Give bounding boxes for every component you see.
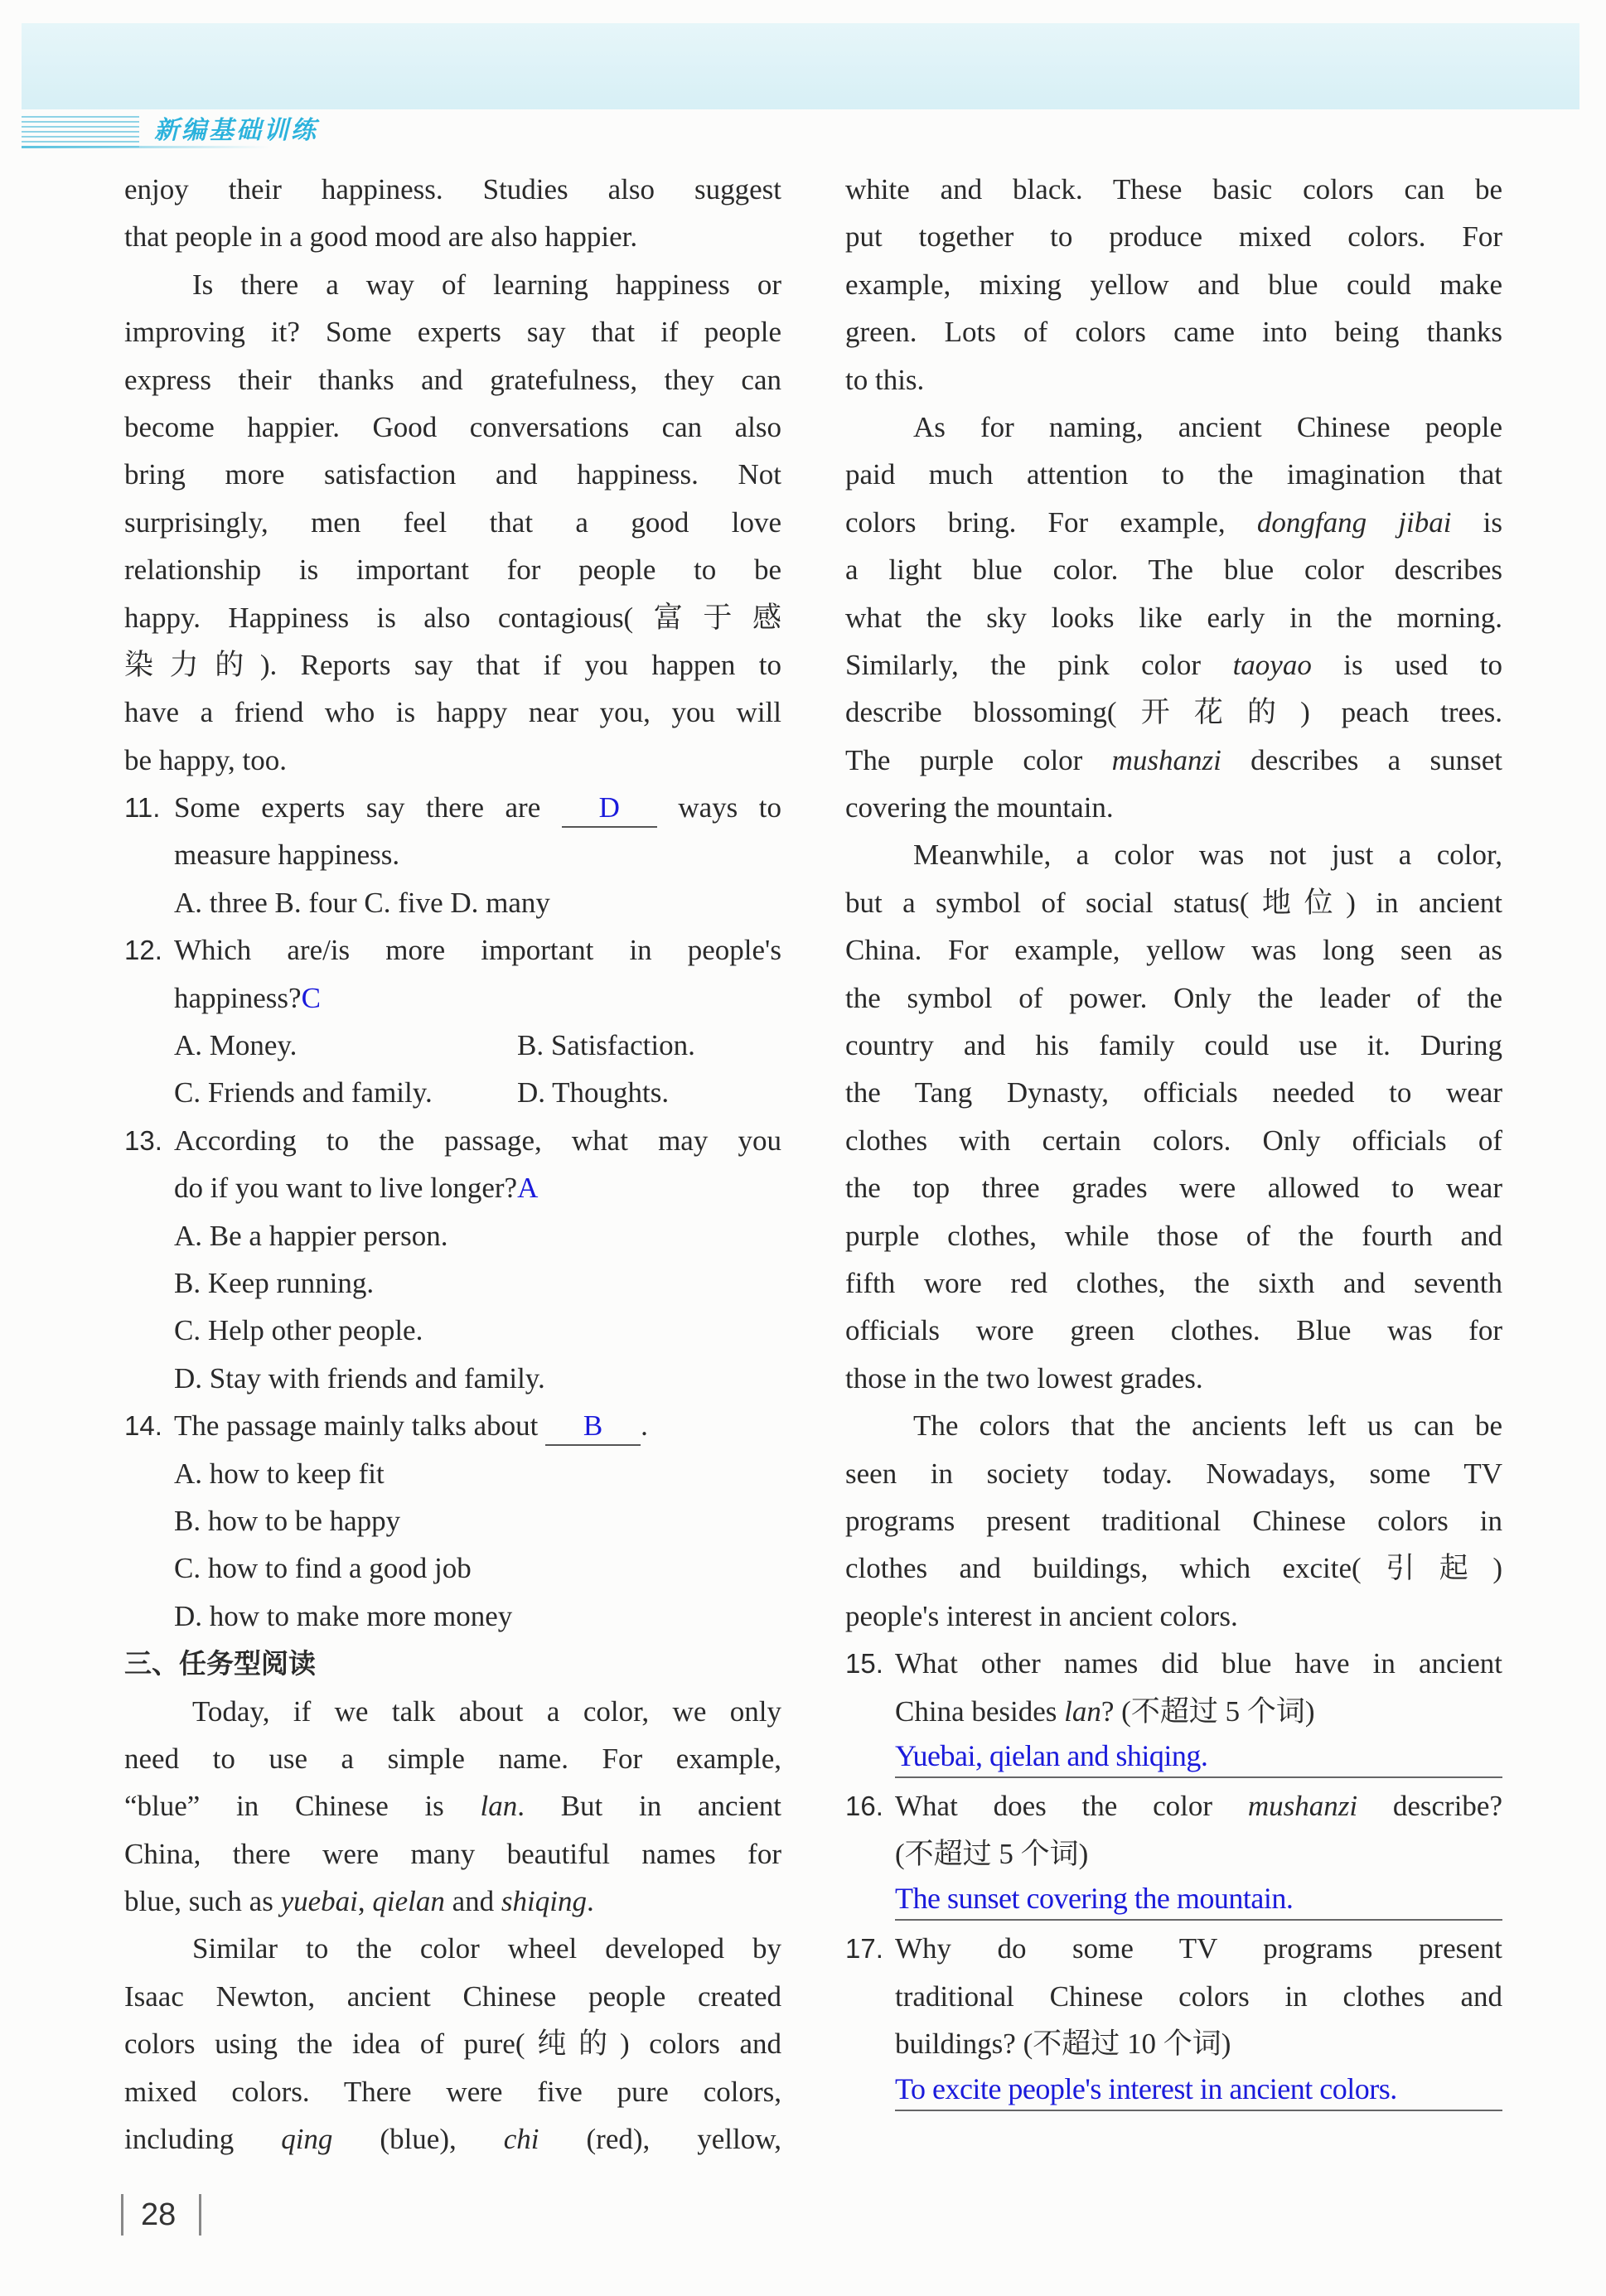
text-line bbox=[124, 499, 781, 546]
text: China besides bbox=[895, 1694, 1065, 1728]
text: (不超过 5 个词) bbox=[895, 1837, 1089, 1870]
text-line bbox=[124, 689, 781, 736]
text: covering the mountain. bbox=[845, 791, 1114, 824]
text-line bbox=[845, 1544, 1502, 1592]
text-line bbox=[124, 974, 781, 1022]
text: describes a sunset bbox=[1221, 743, 1502, 776]
text-line bbox=[124, 1164, 781, 1211]
text-line bbox=[845, 261, 1502, 308]
text: What does the color bbox=[895, 1790, 1248, 1823]
text: A. how to keep fit bbox=[174, 1457, 385, 1490]
option-line bbox=[124, 1212, 781, 1259]
text: D. Stay with friends and family. bbox=[174, 1361, 545, 1395]
text-line bbox=[124, 831, 781, 878]
text-line bbox=[845, 784, 1502, 831]
answer-text: To excite people's interest in ancient colors. bbox=[895, 2068, 1502, 2111]
text: that people in a good mood are also happier. bbox=[124, 220, 638, 254]
text: enjoy their happiness. Studies also suggest bbox=[124, 173, 781, 205]
text: 染力的). Reports say that if you happen to bbox=[124, 648, 781, 681]
italic-term: yuebai bbox=[280, 1885, 358, 1918]
left-column bbox=[124, 166, 781, 2163]
answer-choice: A bbox=[517, 1172, 539, 1205]
text: those in the two lowest grades. bbox=[845, 1361, 1203, 1395]
text: green. Lots of colors came into being thanks bbox=[845, 316, 1502, 349]
text-line bbox=[124, 213, 781, 260]
text: Why do some TV programs present bbox=[895, 1932, 1502, 1965]
text: China. For example, yellow was long seen as bbox=[845, 934, 1502, 967]
italic-term: qielan bbox=[372, 1885, 445, 1918]
question-number: 17. bbox=[845, 1933, 883, 1965]
text: . bbox=[586, 1885, 594, 1918]
text-line bbox=[845, 689, 1502, 736]
text: Meanwhile, a color was not just a color, bbox=[913, 839, 1502, 872]
option-line bbox=[124, 1069, 781, 1116]
header-stripes-decoration bbox=[22, 116, 139, 147]
text-line bbox=[845, 1069, 1502, 1116]
text: happy. Happiness is also contagious(富于感 bbox=[124, 601, 781, 634]
question-number: 11. bbox=[124, 792, 161, 824]
text-line bbox=[124, 1735, 781, 1782]
header-title: 新编基础训练 bbox=[154, 116, 318, 145]
answer-text: Yuebai, qielan and shiqing. bbox=[895, 1735, 1502, 1778]
answer-choice: C bbox=[301, 981, 321, 1014]
text: describe blossoming(开花的) peach trees. bbox=[845, 696, 1502, 729]
text-line bbox=[845, 166, 1502, 213]
text-line bbox=[124, 926, 781, 974]
italic-term: dongfang jibai bbox=[1256, 505, 1452, 539]
text-line bbox=[845, 594, 1502, 641]
text: C. how to find a good job bbox=[174, 1552, 472, 1585]
text: What other names did blue have in ancient bbox=[895, 1647, 1502, 1680]
text: C. Help other people. bbox=[174, 1314, 423, 1347]
text-line bbox=[124, 784, 781, 831]
text: The passage mainly talks about bbox=[174, 1409, 546, 1443]
text: the Tang Dynasty, officials needed to wear bbox=[845, 1076, 1502, 1109]
text-line bbox=[845, 926, 1502, 974]
italic-term: mushanzi bbox=[1247, 1790, 1358, 1823]
text: fifth wore red clothes, the sixth and seventh bbox=[845, 1266, 1502, 1299]
italic-term: lan bbox=[1064, 1694, 1101, 1728]
text-line bbox=[845, 1450, 1502, 1497]
text-line bbox=[845, 1640, 1502, 1687]
answer-blank: D bbox=[562, 790, 657, 828]
text-line bbox=[124, 308, 781, 355]
question-number: 12. bbox=[124, 935, 162, 966]
text: officials wore green clothes. Blue was for bbox=[845, 1314, 1502, 1347]
text-line bbox=[845, 1402, 1502, 1449]
text: China, there were many beautiful names for bbox=[124, 1837, 781, 1870]
text: the symbol of power. Only the leader of the bbox=[845, 981, 1502, 1014]
text-line bbox=[124, 546, 781, 593]
option-line bbox=[124, 1307, 781, 1354]
italic-term: mushanzi bbox=[1111, 743, 1221, 776]
italic-term: shiqing bbox=[501, 1885, 587, 1918]
text-line bbox=[845, 1355, 1502, 1402]
text: express their thanks and gratefulness, they can bbox=[124, 363, 781, 396]
text-line bbox=[845, 737, 1502, 784]
text-line bbox=[845, 1022, 1502, 1069]
italic-term: chi bbox=[503, 2123, 539, 2156]
text-line bbox=[124, 641, 781, 689]
text-line bbox=[124, 261, 781, 308]
text: including bbox=[124, 2123, 282, 2156]
text: blue, such as bbox=[124, 1885, 281, 1918]
text: colors using the idea of pure(纯的) colors and bbox=[124, 2028, 781, 2061]
text: As for naming, ancient Chinese people bbox=[913, 410, 1502, 443]
text: (blue), bbox=[332, 2123, 504, 2156]
text-line bbox=[124, 2068, 781, 2115]
text: . bbox=[641, 1409, 648, 1443]
text: 三、任务型阅读 bbox=[124, 1647, 316, 1680]
text-line bbox=[124, 404, 781, 451]
text: ways to bbox=[656, 791, 781, 824]
answer-line bbox=[845, 1735, 1502, 1782]
text-line bbox=[124, 166, 781, 213]
question-number: 16. bbox=[845, 1791, 883, 1822]
text: clothes with certain colors. Only officials of bbox=[845, 1124, 1502, 1157]
text: purple clothes, while those of the fourth and bbox=[845, 1219, 1502, 1252]
text: have a friend who is happy near you, you will bbox=[124, 696, 781, 729]
text-line bbox=[124, 1925, 781, 1972]
text: put together to produce mixed colors. For bbox=[845, 220, 1502, 254]
text: , bbox=[357, 1885, 373, 1918]
text: is used to bbox=[1311, 648, 1502, 681]
text-line bbox=[124, 2115, 781, 2163]
italic-term: lan bbox=[480, 1790, 518, 1823]
text: . But in ancient bbox=[517, 1790, 781, 1823]
text: The colors that the ancients left us can be bbox=[913, 1409, 1502, 1443]
option: D. Thoughts. bbox=[517, 1076, 670, 1109]
italic-term: taoyao bbox=[1232, 648, 1312, 681]
text-line bbox=[845, 1212, 1502, 1259]
option: B. Satisfaction. bbox=[517, 1029, 695, 1062]
header-band bbox=[22, 23, 1579, 109]
text-line bbox=[845, 404, 1502, 451]
text: According to the passage, what may you bbox=[174, 1124, 781, 1157]
option-line bbox=[124, 1497, 781, 1544]
text-line bbox=[845, 974, 1502, 1022]
header-underline bbox=[22, 146, 270, 148]
text-line bbox=[845, 213, 1502, 260]
question-number: 13. bbox=[124, 1124, 162, 1156]
text-line bbox=[845, 1259, 1502, 1307]
text: A. three B. four C. five D. many bbox=[174, 886, 550, 919]
answer-line bbox=[845, 1878, 1502, 1925]
text: “blue” in Chinese is bbox=[124, 1790, 481, 1823]
text-line bbox=[845, 1164, 1502, 1211]
text: (red), yellow, bbox=[539, 2123, 781, 2156]
option-line bbox=[124, 1593, 781, 1640]
text: to this. bbox=[845, 363, 925, 396]
text-line bbox=[124, 1973, 781, 2020]
text: country and his family could use it. During bbox=[845, 1029, 1502, 1062]
text-line bbox=[124, 1782, 781, 1830]
text-line bbox=[845, 1830, 1502, 1878]
page-number-bar-left bbox=[121, 2194, 123, 2236]
text-line bbox=[124, 1688, 781, 1735]
italic-term: qing bbox=[281, 2123, 333, 2156]
text-line bbox=[124, 1117, 781, 1164]
option-line bbox=[124, 1450, 781, 1497]
text: Isaac Newton, ancient Chinese people created bbox=[124, 1979, 781, 2013]
answer-line bbox=[845, 2068, 1502, 2115]
text-line bbox=[845, 1593, 1502, 1640]
text: describe? bbox=[1357, 1790, 1502, 1823]
text-line bbox=[845, 1497, 1502, 1544]
text: A. Money. bbox=[174, 1029, 297, 1062]
text: need to use a simple name. For example, bbox=[124, 1742, 781, 1775]
text: B. how to be happy bbox=[174, 1504, 401, 1537]
text-line bbox=[124, 594, 781, 641]
text: Similarly, the pink color bbox=[845, 648, 1233, 681]
text: clothes and buildings, which excite(引起) bbox=[845, 1552, 1502, 1585]
text: what the sky looks like early in the morning. bbox=[845, 601, 1502, 634]
section-heading bbox=[124, 1640, 781, 1687]
text: ? (不超过 5 个词) bbox=[1100, 1694, 1315, 1728]
text-line bbox=[124, 356, 781, 404]
text-line bbox=[124, 737, 781, 784]
text: measure happiness. bbox=[174, 839, 400, 872]
text: Similar to the color wheel developed by bbox=[192, 1932, 781, 1965]
text: happiness? bbox=[174, 981, 302, 1014]
text: example, mixing yellow and blue could make bbox=[845, 268, 1502, 301]
text-line bbox=[845, 356, 1502, 404]
text-line bbox=[845, 831, 1502, 878]
text: bring more satisfaction and happiness. Not bbox=[124, 458, 781, 491]
text: paid much attention to the imagination that bbox=[845, 458, 1502, 491]
option-line bbox=[124, 1022, 781, 1069]
text-line bbox=[845, 308, 1502, 355]
page-number: 28 bbox=[141, 2197, 177, 2232]
text-line bbox=[845, 879, 1502, 926]
text: surprisingly, men feel that a good love bbox=[124, 505, 781, 539]
option-line bbox=[124, 1544, 781, 1592]
text: traditional Chinese colors in clothes and bbox=[895, 1979, 1502, 2013]
text: people's interest in ancient colors. bbox=[845, 1599, 1238, 1632]
text-line bbox=[845, 2020, 1502, 2067]
text: B. Keep running. bbox=[174, 1266, 375, 1299]
text-line bbox=[845, 1782, 1502, 1830]
text: seen in society today. Nowadays, some TV bbox=[845, 1457, 1502, 1490]
text-line bbox=[845, 1688, 1502, 1735]
page-number-bar-right bbox=[199, 2194, 201, 2236]
text: is bbox=[1451, 505, 1502, 539]
text-line bbox=[845, 641, 1502, 689]
option-line bbox=[124, 879, 781, 926]
text-line bbox=[845, 1925, 1502, 1972]
text: mixed colors. There were five pure colors, bbox=[124, 2075, 781, 2108]
text-line bbox=[124, 1878, 781, 1925]
text: Which are/is more important in people's bbox=[174, 934, 781, 967]
right-column bbox=[845, 166, 1502, 2115]
text: D. how to make more money bbox=[174, 1599, 513, 1632]
text: colors bring. For example, bbox=[845, 505, 1257, 539]
text-line bbox=[845, 1973, 1502, 2020]
answer-text: The sunset covering the mountain. bbox=[895, 1878, 1502, 1921]
text-line bbox=[845, 1307, 1502, 1354]
text: Today, if we talk about a color, we only bbox=[192, 1694, 781, 1728]
text: do if you want to live longer? bbox=[174, 1172, 518, 1205]
option-line bbox=[124, 1259, 781, 1307]
text: The purple color bbox=[845, 743, 1112, 776]
text-line bbox=[845, 499, 1502, 546]
text: programs present traditional Chinese colors in bbox=[845, 1504, 1502, 1537]
text-line bbox=[124, 1830, 781, 1878]
text: the top three grades were allowed to wear bbox=[845, 1172, 1502, 1205]
text: white and black. These basic colors can be bbox=[845, 173, 1502, 205]
text-line bbox=[124, 1402, 781, 1449]
text-line bbox=[124, 2020, 781, 2067]
text: buildings? (不超过 10 个词) bbox=[895, 2028, 1231, 2061]
text: and bbox=[444, 1885, 501, 1918]
question-number: 14. bbox=[124, 1410, 162, 1442]
text: become happier. Good conversations can also bbox=[124, 410, 781, 443]
text-line bbox=[845, 546, 1502, 593]
text: relationship is important for people to be bbox=[124, 553, 781, 587]
text: be happy, too. bbox=[124, 743, 288, 776]
text-line bbox=[124, 451, 781, 498]
answer-blank: B bbox=[545, 1408, 641, 1446]
text-line bbox=[845, 451, 1502, 498]
question-number: 15. bbox=[845, 1648, 883, 1680]
option-line bbox=[124, 1355, 781, 1402]
text: A. Be a happier person. bbox=[174, 1219, 448, 1252]
text: but a symbol of social status(地位) in ancient bbox=[845, 886, 1502, 919]
text-line bbox=[845, 1117, 1502, 1164]
text: improving it? Some experts say that if people bbox=[124, 316, 781, 349]
text: Is there a way of learning happiness or bbox=[192, 268, 781, 301]
text: C. Friends and family. bbox=[174, 1076, 433, 1109]
text: Some experts say there are bbox=[174, 791, 562, 824]
text: a light blue color. The blue color describes bbox=[845, 553, 1502, 587]
